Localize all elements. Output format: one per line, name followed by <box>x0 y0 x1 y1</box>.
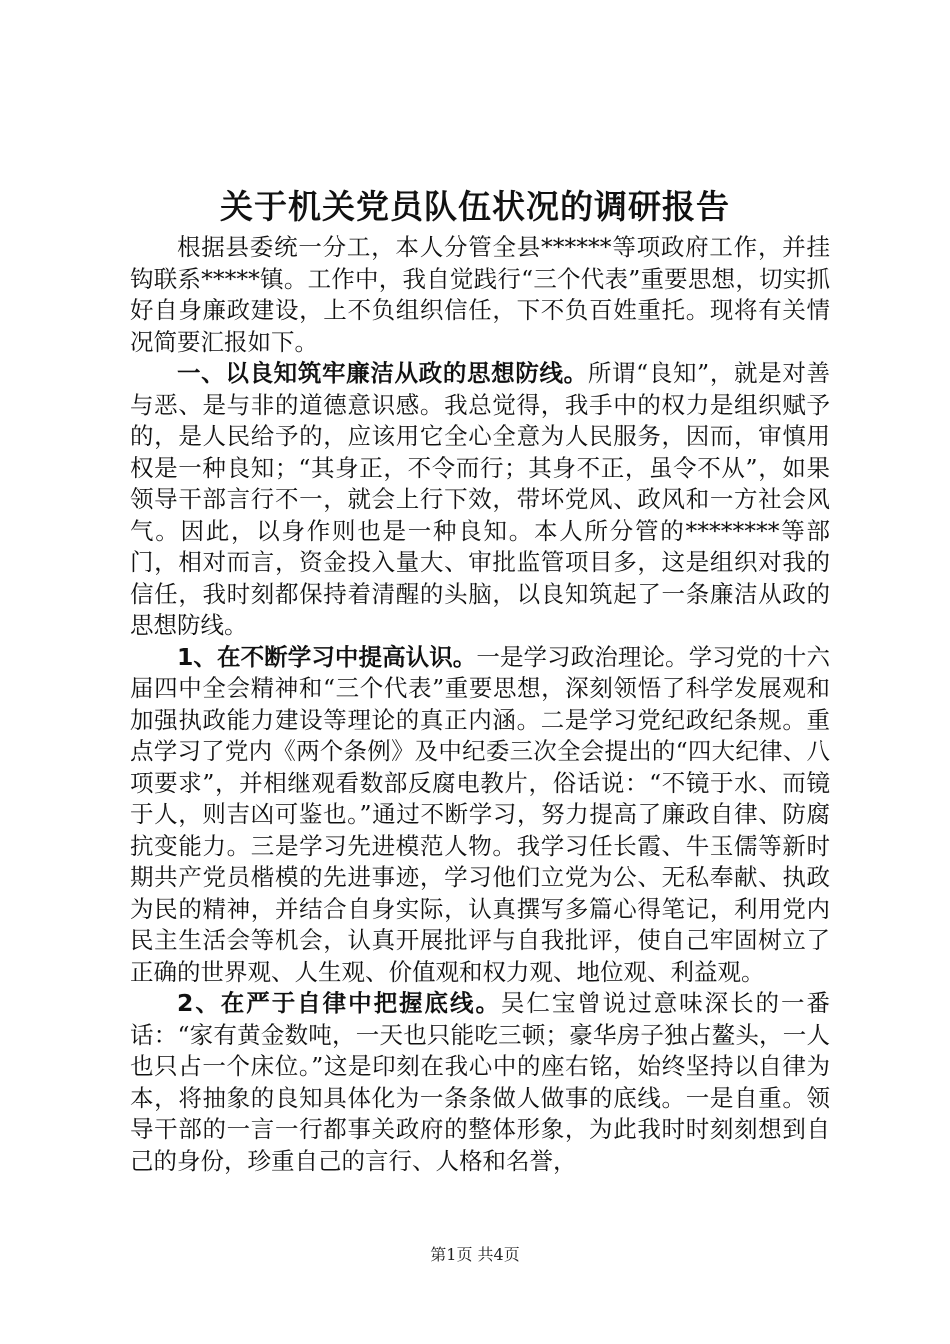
page-number-footer: 第1页 共4页 <box>430 1245 520 1264</box>
paragraph-text: 所谓“良知”，就是对善与恶、是与非的道德意识感。我总觉得，我手中的权力是组织赋予的，是人民给予的，应该用它全心全意为人民服务，因而，审慎用权是一种良知；“其身正，不令而行；其身不正，虽令不从”，如果领导干部言行不一，就会上行下效，带坏党风、政风和一方社会风气。因此，以身作则也是一种良知。本人所分管的********等部门，相对而言，资金投入量大、审批监管项目多，这是组织对我的信任，我时刻都保持着清醒的头脑，以良知筑起了一条廉洁从政的思想防线。 <box>130 359 831 639</box>
paragraph-text: 吴仁宝曾说过意味深长的一番话：“家有黄金数吨，一天也只能吃三顿；豪华房子独占鳌头，一人也只占一个床位。”这是印刻在我心中的座右铭，始终坚持以自律为本，将抽象的良知具体化为一条条做人做事的底线。一是自重。领导干部的一言一行都事关政府的整体形象，为此我时时刻刻想到自己的身份，珍重自己的言行、人格和名誉， <box>130 989 830 1175</box>
paragraph-intro <box>130 232 830 358</box>
paragraph-item-two <box>130 988 830 1177</box>
document-title: 关于机关党员队伍状况的调研报告 <box>220 187 730 226</box>
paragraph-section-one <box>130 358 830 642</box>
paragraph-text: 一是学习政治理论。学习党的十六届四中全会精神和“三个代表”重要思想，深刻领悟了科学发展观和加强执政能力建设等理论的真正内涵。二是学习党纪政纪条规。重点学习了党内《两个条例》及中纪委三次全会提出的“四大纪律、八项要求”，并相继观看数部反腐电教片，俗话说：“不镜于水、而镜于人，则吉凶可鉴也。”通过不断学习，努力提高了廉政自律、防腐抗变能力。三是学习先进模范人物。我学习任长霞、牛玉儒等新时期共产党员楷模的先进事迹，学习他们立党为公、无私奉献、执政为民的精神，并结合自身实际，认真撰写多篇心得笔记，利用党内民主生活会等机会，认真开展批评与自我批评，使自己牢固树立了正确的世界观、人生观、价值观和权力观、地位观、利益观。 <box>130 642 831 986</box>
document-body <box>130 232 830 1177</box>
paragraph-lead: 2、在严于自律中把握底线。 <box>177 989 501 1017</box>
paragraph-item-one <box>130 642 830 989</box>
paragraph-text: 根据县委统一分工，本人分管全县******等项政府工作，并挂钩联系*****镇。工作中，我自觉践行“三个代表”重要思想，切实抓好自身廉政建设，上不负组织信任，下不负百姓重托。现将有关情况简要汇报如下。 <box>130 233 830 356</box>
paragraph-lead: 一、以良知筑牢廉洁从政的思想防线。 <box>177 359 588 387</box>
paragraph-lead: 1、在不断学习中提高认识。 <box>177 642 477 671</box>
